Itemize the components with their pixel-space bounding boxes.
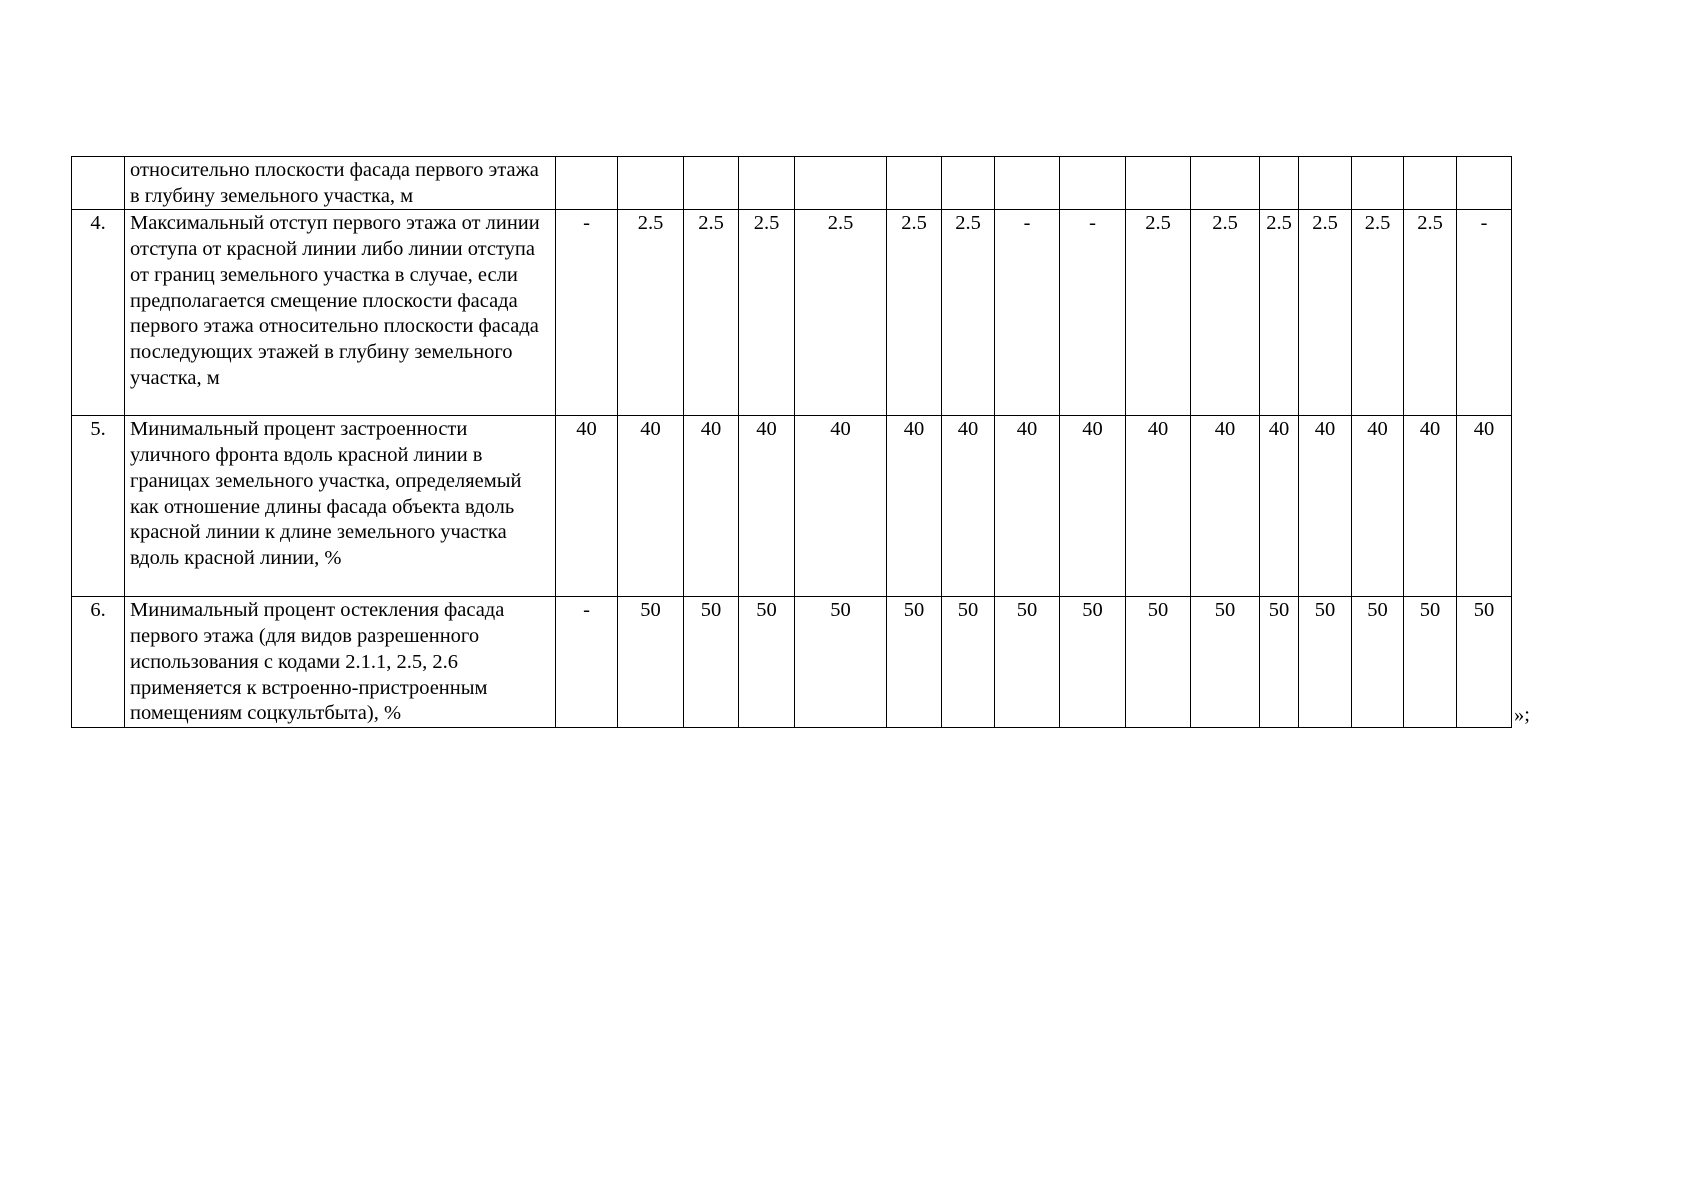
value-cell: 50 [1260,597,1299,728]
value-cell: 50 [618,597,684,728]
row-description: относительно плоскости фасада первого этажа в глубину земельного участка, м [125,157,556,210]
value-cell: - [1457,210,1512,416]
value-cell: 50 [887,597,942,728]
value-cell: - [556,597,618,728]
row-description: Минимальный процент застроенности уличного фронта вдоль красной линии в границах земельного участка, определяемый как отношение длины фасада объекта вдоль красной линии к длине земельного участка вдоль красной линии, % [125,416,556,597]
value-cell: 50 [739,597,795,728]
table-row [72,210,1512,416]
value-cell [1299,157,1352,210]
value-cell: 40 [1126,416,1191,597]
value-cell: 50 [1457,597,1512,728]
value-cell: 40 [1060,416,1126,597]
value-cell: 50 [1299,597,1352,728]
value-cell: 2.5 [1191,210,1260,416]
value-cell [618,157,684,210]
value-cell [795,157,887,210]
value-cell [1191,157,1260,210]
value-cell [1404,157,1457,210]
value-cell: 2.5 [1299,210,1352,416]
value-cell: 2.5 [618,210,684,416]
row-number [72,157,125,210]
value-cell: 50 [1060,597,1126,728]
value-cell [1352,157,1404,210]
value-cell: 50 [1126,597,1191,728]
value-cell [1457,157,1512,210]
value-cell: 2.5 [942,210,995,416]
row-description: Минимальный процент остекления фасада первого этажа (для видов разрешенного использования с кодами 2.1.1, 2.5, 2.6 применяется к встроенно-пристроенным помещениям соцкультбыта), % [125,597,556,728]
value-cell: 50 [795,597,887,728]
value-cell [1060,157,1126,210]
value-cell: - [556,210,618,416]
value-cell: 40 [1191,416,1260,597]
value-cell [942,157,995,210]
value-cell: 2.5 [795,210,887,416]
value-cell [887,157,942,210]
value-cell: 50 [1352,597,1404,728]
value-cell [1126,157,1191,210]
value-cell: 50 [1191,597,1260,728]
row-number: 6. [72,597,125,728]
value-cell [995,157,1060,210]
value-cell: 50 [1404,597,1457,728]
value-cell: 40 [1299,416,1352,597]
value-cell: 40 [1404,416,1457,597]
value-cell: 40 [739,416,795,597]
table-body [72,157,1512,728]
value-cell: 40 [618,416,684,597]
closing-quote-mark: »; [1514,704,1530,726]
table-row [72,416,1512,597]
row-number: 4. [72,210,125,416]
value-cell: 2.5 [1352,210,1404,416]
value-cell [739,157,795,210]
value-cell: 2.5 [1126,210,1191,416]
value-cell: 40 [1352,416,1404,597]
value-cell: 40 [556,416,618,597]
value-cell: 2.5 [684,210,739,416]
row-description: Максимальный отступ первого этажа от линии отступа от красной линии либо линии отступа от границ земельного участка в случае, если предполагается смещение плоскости фасада первого этажа относительно плоскости фасада последующих этажей в глубину земельного участка, м [125,210,556,416]
value-cell: 40 [684,416,739,597]
value-cell [556,157,618,210]
value-cell: 2.5 [887,210,942,416]
table-row [72,597,1512,728]
value-cell: 50 [995,597,1060,728]
value-cell: 2.5 [1404,210,1457,416]
value-cell: 50 [942,597,995,728]
value-cell [684,157,739,210]
value-cell: 40 [942,416,995,597]
value-cell: 2.5 [739,210,795,416]
value-cell: 40 [795,416,887,597]
value-cell: - [1060,210,1126,416]
value-cell: 2.5 [1260,210,1299,416]
row-number: 5. [72,416,125,597]
value-cell: 40 [1457,416,1512,597]
value-cell: 40 [887,416,942,597]
regulations-table [71,156,1512,728]
value-cell: 40 [995,416,1060,597]
value-cell [1260,157,1299,210]
value-cell: - [995,210,1060,416]
table-row [72,157,1512,210]
value-cell: 40 [1260,416,1299,597]
value-cell: 50 [684,597,739,728]
